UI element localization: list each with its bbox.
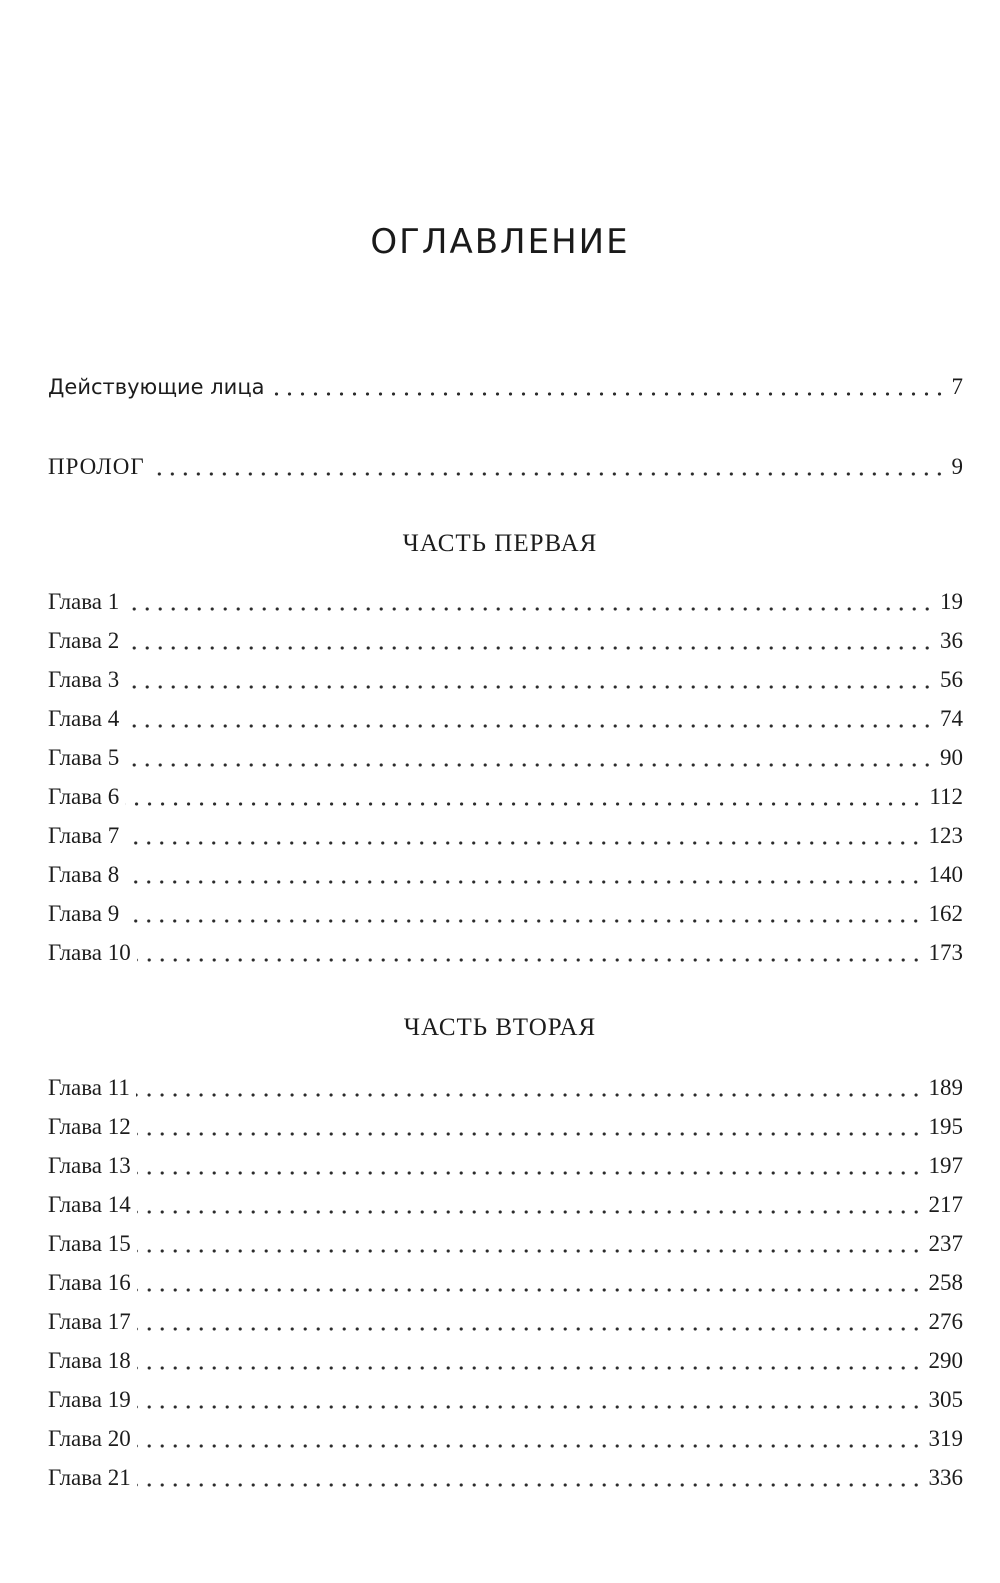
dot-leader bbox=[125, 762, 934, 768]
toc-entry-chapter[interactable] bbox=[48, 936, 963, 970]
dot-leader bbox=[271, 391, 946, 397]
dot-leader bbox=[125, 606, 934, 612]
toc-entry-label: Глава 21 bbox=[48, 1465, 131, 1490]
toc-entry-chapter[interactable] bbox=[48, 1383, 963, 1417]
dot-leader bbox=[137, 1248, 923, 1254]
toc-entry-page: 162 bbox=[928, 901, 963, 926]
toc-entry-label: Глава 18 bbox=[48, 1348, 131, 1373]
toc-entry-label: Глава 4 bbox=[48, 706, 120, 731]
toc-entry-label: Глава 15 bbox=[48, 1231, 131, 1256]
toc-entry-chapter[interactable] bbox=[48, 1227, 963, 1261]
dot-leader bbox=[137, 1404, 923, 1410]
toc-entry-page: 19 bbox=[940, 589, 963, 614]
toc-entry-label: Глава 11 bbox=[48, 1075, 130, 1100]
dot-leader bbox=[125, 723, 934, 729]
toc-entry-chapter[interactable] bbox=[48, 1149, 963, 1183]
toc-entry-chapter[interactable] bbox=[48, 663, 963, 697]
dot-leader bbox=[125, 684, 934, 690]
toc-entry-chapter[interactable] bbox=[48, 1266, 963, 1300]
toc-entry-page: 305 bbox=[928, 1387, 963, 1412]
toc-entry-label: Глава 7 bbox=[48, 823, 120, 848]
toc-entry-chapter[interactable] bbox=[48, 624, 963, 658]
toc-entry-label: Глава 13 bbox=[48, 1153, 131, 1178]
toc-entry-label: Глава 8 bbox=[48, 862, 120, 887]
part-title: ЧАСТЬ ПЕРВАЯ bbox=[402, 530, 598, 557]
toc-entry-label: Глава 5 bbox=[48, 745, 120, 770]
toc-entry-page: 90 bbox=[940, 745, 963, 770]
toc-entry-chapter[interactable] bbox=[48, 1344, 963, 1378]
toc-entry-label: Глава 9 bbox=[48, 901, 120, 926]
toc-entry-page: 173 bbox=[928, 940, 963, 965]
toc-entry-chapter[interactable] bbox=[48, 897, 963, 931]
dot-leader bbox=[137, 1209, 923, 1215]
toc-entry-chapter[interactable] bbox=[48, 585, 963, 619]
toc-entry-page: 319 bbox=[928, 1426, 963, 1451]
toc-entry-characters[interactable] bbox=[48, 370, 963, 404]
toc-entry-chapter[interactable] bbox=[48, 1461, 963, 1495]
dot-leader bbox=[151, 471, 946, 477]
dot-leader bbox=[125, 879, 922, 885]
toc-entry-page: 36 bbox=[940, 628, 963, 653]
toc-entry-page: 276 bbox=[928, 1309, 963, 1334]
dot-leader bbox=[137, 1482, 923, 1488]
dot-leader bbox=[137, 1326, 923, 1332]
toc-entry-page: 290 bbox=[928, 1348, 963, 1373]
toc-entry-page: 217 bbox=[928, 1192, 963, 1217]
toc-entry-page: 189 bbox=[928, 1075, 963, 1100]
toc-entry-label: Действующие лица bbox=[48, 375, 265, 399]
toc-entry-label: Глава 12 bbox=[48, 1114, 131, 1139]
dot-leader bbox=[136, 1092, 923, 1098]
dot-leader bbox=[137, 1131, 923, 1137]
part-title: ЧАСТЬ ВТОРАЯ bbox=[403, 1014, 597, 1041]
toc-entry-page: 56 bbox=[940, 667, 963, 692]
toc-entry-label: Глава 1 bbox=[48, 589, 120, 614]
toc-entry-page: 9 bbox=[951, 454, 963, 479]
toc-entry-label: Глава 6 bbox=[48, 784, 120, 809]
toc-entry-chapter[interactable] bbox=[48, 1071, 963, 1105]
toc-entry-chapter[interactable] bbox=[48, 702, 963, 736]
toc-entry-page: 112 bbox=[929, 784, 963, 809]
toc-entry-chapter[interactable] bbox=[48, 1305, 963, 1339]
toc-entry-label: Глава 16 bbox=[48, 1270, 131, 1295]
toc-entry-page: 7 bbox=[951, 374, 963, 399]
toc-entry-prologue[interactable] bbox=[48, 450, 963, 484]
toc-entry-label: ПРОЛОГ bbox=[48, 454, 145, 479]
toc-entry-label: Глава 19 bbox=[48, 1387, 131, 1412]
toc-entry-page: 195 bbox=[928, 1114, 963, 1139]
toc-entry-chapter[interactable] bbox=[48, 1422, 963, 1456]
toc-entry-chapter[interactable] bbox=[48, 858, 963, 892]
toc-entry-label: Глава 17 bbox=[48, 1309, 131, 1334]
dot-leader bbox=[125, 645, 934, 651]
toc-entry-label: Глава 14 bbox=[48, 1192, 131, 1217]
dot-leader bbox=[125, 840, 922, 846]
toc-entry-chapter[interactable] bbox=[48, 819, 963, 853]
dot-leader bbox=[125, 918, 922, 924]
toc-entry-page: 336 bbox=[928, 1465, 963, 1490]
dot-leader bbox=[137, 1170, 923, 1176]
toc-entry-page: 140 bbox=[928, 862, 963, 887]
toc-entry-chapter[interactable] bbox=[48, 780, 963, 814]
toc-entry-page: 74 bbox=[940, 706, 963, 731]
dot-leader bbox=[137, 1443, 923, 1449]
toc-entry-page: 197 bbox=[928, 1153, 963, 1178]
dot-leader bbox=[125, 801, 923, 807]
toc-entry-label: Глава 2 bbox=[48, 628, 120, 653]
toc-entry-page: 258 bbox=[928, 1270, 963, 1295]
dot-leader bbox=[137, 1365, 923, 1371]
toc-entry-chapter[interactable] bbox=[48, 1188, 963, 1222]
toc-entry-label: Глава 20 bbox=[48, 1426, 131, 1451]
page-title: ОГЛАВЛЕНИЕ bbox=[370, 222, 630, 262]
dot-leader bbox=[137, 1287, 923, 1293]
toc-entry-label: Глава 10 bbox=[48, 940, 131, 965]
toc-entry-page: 123 bbox=[928, 823, 963, 848]
toc-entry-label: Глава 3 bbox=[48, 667, 120, 692]
toc-entry-chapter[interactable] bbox=[48, 1110, 963, 1144]
toc-entry-page: 237 bbox=[928, 1231, 963, 1256]
toc-entry-chapter[interactable] bbox=[48, 741, 963, 775]
dot-leader bbox=[137, 957, 923, 963]
